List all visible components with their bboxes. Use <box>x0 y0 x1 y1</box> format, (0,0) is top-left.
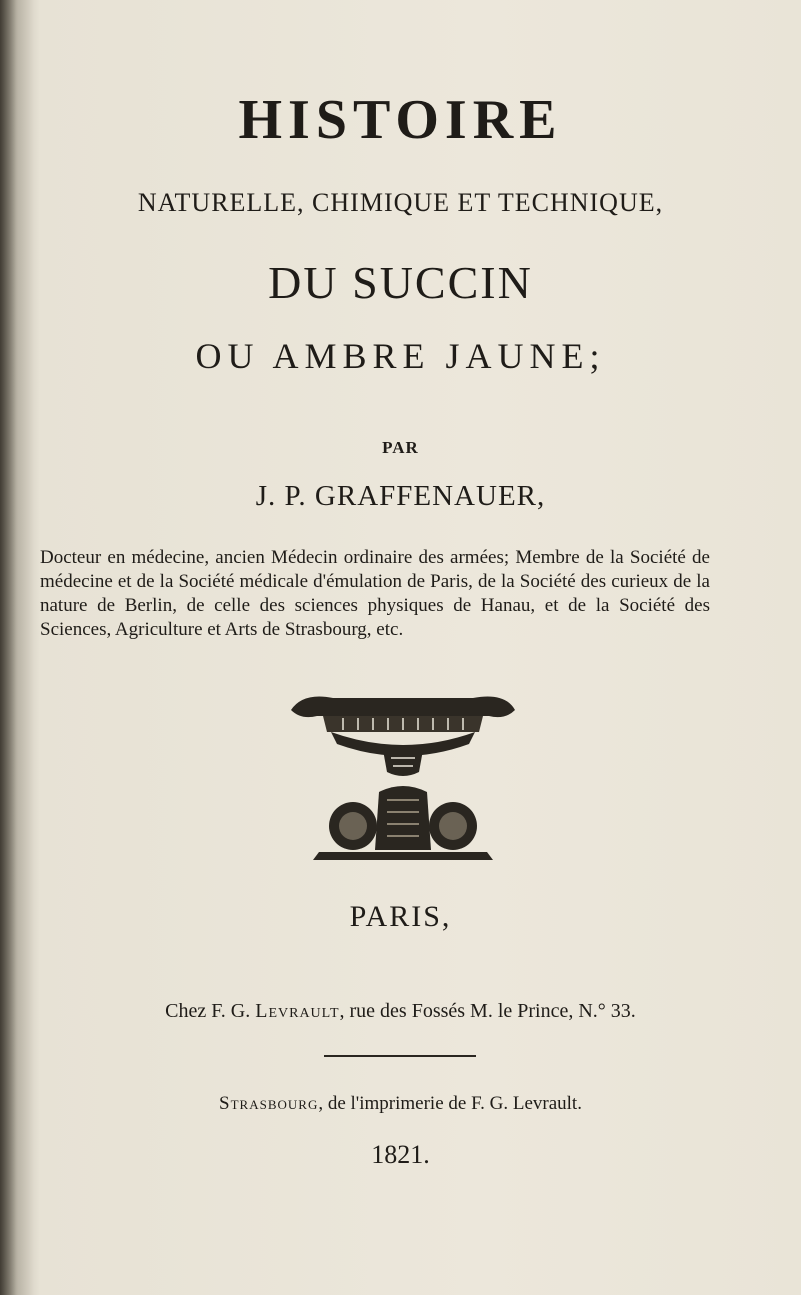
subtitle-line-1: NATURELLE, CHIMIQUE ET TECHNIQUE, <box>137 188 664 217</box>
printer-ornament-icon <box>283 688 523 868</box>
author-credentials: Docteur en médecine, ancien Médecin ordinaire des armées; Membre de la Société de médecine et de la Société médicale d'émulation de Paris, de la Société des curieux de la nature de Berlin, de celle des sciences physiques de Hanau, et de la Société des Sciences, Agriculture et Arts de Strasbourg, etc. <box>40 547 710 640</box>
book-title: HISTOIRE <box>238 89 563 151</box>
printer-details: , de l'imprimerie de F. G. Levrault. <box>318 1093 582 1114</box>
imprint-city: PARIS, <box>349 900 452 933</box>
printer-line <box>0 1093 801 1115</box>
printer-city: Strasbourg <box>219 1093 319 1114</box>
publisher-prefix: Chez F. G. <box>165 1000 251 1022</box>
publisher-line <box>0 1000 801 1023</box>
horizontal-rule <box>324 1055 476 1057</box>
publisher-name: Levrault <box>255 1000 340 1022</box>
publication-year: 1821. <box>371 1140 430 1169</box>
by-line: PAR <box>382 438 419 457</box>
subtitle-line-2: DU SUCCIN <box>268 257 533 308</box>
publisher-address: , rue des Fossés M. le Prince, N.° 33. <box>339 1000 636 1022</box>
subtitle-line-3: OU AMBRE JAUNE; <box>195 336 606 376</box>
author-name: J. P. GRAFFENAUER, <box>255 480 546 512</box>
